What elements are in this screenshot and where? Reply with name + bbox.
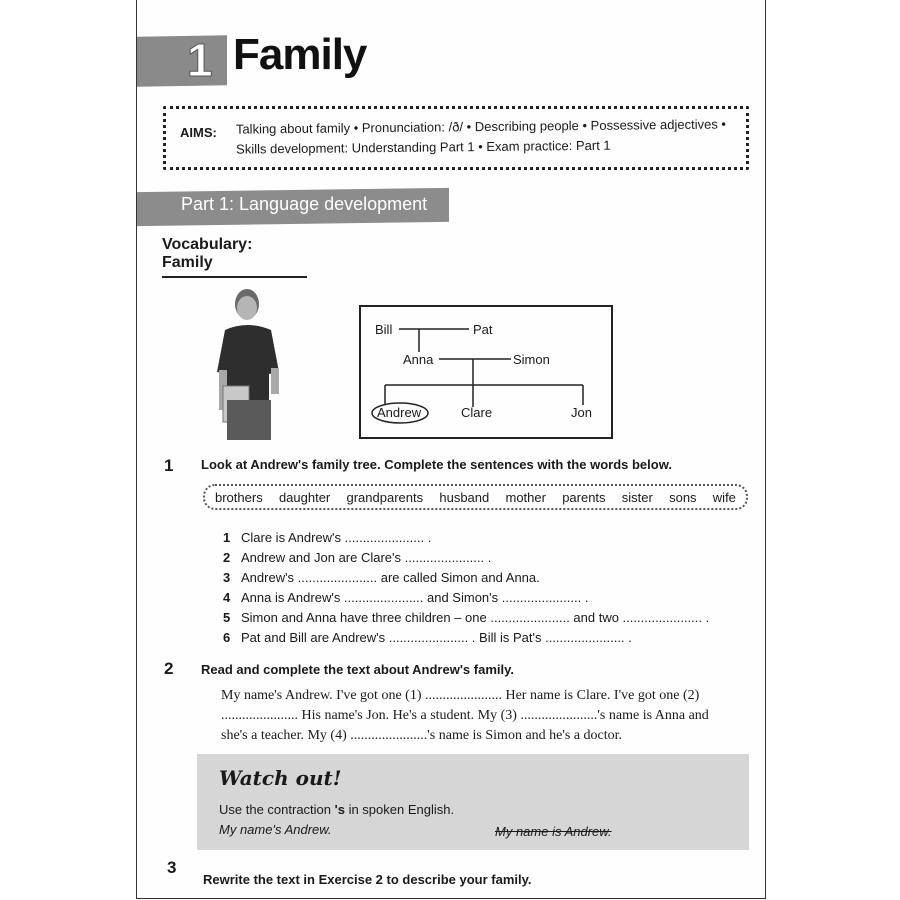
watch-out-text	[219, 802, 454, 817]
word-bank-item: sister	[621, 489, 653, 505]
word-bank-item: brothers	[215, 489, 263, 505]
sentence-number: 4	[223, 590, 231, 605]
unit-number: 1	[187, 34, 213, 86]
sentence-item	[223, 570, 540, 585]
sentence-text: Pat and Bill are Andrew's ...................... . Bill is Pat's ...................... .	[241, 630, 632, 645]
sentence-number: 1	[223, 530, 231, 545]
watch-out-contraction: 's	[334, 802, 345, 817]
watch-out-text-before: Use the contraction	[219, 802, 335, 817]
word-bank-item: parents	[562, 489, 606, 505]
sentence-number: 6	[223, 630, 231, 645]
tree-name-anna: Anna	[403, 352, 434, 367]
exercise-1-instruction: Look at Andrew's family tree. Complete the sentences with the words below.	[201, 457, 672, 472]
tree-name-pat: Pat	[473, 322, 493, 337]
sentence-text: Andrew and Jon are Clare's ...................... .	[241, 550, 492, 565]
word-bank-item: husband	[439, 489, 490, 505]
sentence-text: Simon and Anna have three children – one ...................... and two ...................... .	[241, 610, 710, 625]
sentence-item	[223, 530, 431, 545]
tree-name-clare: Clare	[461, 405, 493, 420]
sentence-text: Anna is Andrew's ...................... and Simon's ...................... .	[241, 590, 589, 605]
watch-out-text-after: in spoken English.	[344, 802, 455, 817]
sentence-number: 5	[223, 610, 231, 625]
exercise-3-number: 3	[167, 858, 177, 877]
unit-number-band	[137, 35, 227, 87]
aims-label: AIMS:	[180, 125, 217, 140]
workbook-page	[136, 0, 766, 899]
sentence-text: Clare is Andrew's ...................... .	[241, 530, 432, 545]
watch-out-wrong-example: My name is Andrew.	[495, 824, 612, 839]
aims-box	[163, 106, 749, 170]
sentence-number: 3	[223, 570, 231, 585]
tree-name-simon: Simon	[513, 352, 550, 367]
exercise-3-instruction: Rewrite the text in Exercise 2 to describe your family.	[203, 872, 532, 887]
exercise-2-text: My name's Andrew. I've got one (1) ...................... Her name is Clare. I've got one (2) ...................... His name's Jon. He's a student. My (3) ......................'s name is Anna and she's a teacher. My (4) ......................'s name is Simon and he's a doctor.	[221, 688, 709, 743]
sentence-item	[223, 630, 632, 645]
word-bank-item: grandparents	[346, 489, 424, 505]
watch-out-box	[197, 754, 749, 850]
unit-title: Family	[233, 30, 367, 79]
word-bank-item: sons	[669, 489, 697, 505]
aims-text: Talking about family • Pronunciation: /ð/ • Describing people • Possessive adjectives • Skills development: Understanding Part 1 • Exam practice: Part 1	[235, 116, 727, 157]
andrew-photo	[209, 282, 299, 442]
tree-name-jon: Jon	[571, 405, 592, 420]
tree-name-andrew: Andrew	[377, 405, 422, 420]
sentence-number: 2	[223, 550, 231, 565]
word-bank	[203, 484, 748, 510]
sentence-item	[223, 610, 709, 625]
sentence-text: Andrew's ...................... are called Simon and Anna.	[241, 570, 540, 585]
sentence-item	[223, 590, 588, 605]
word-bank-item: mother	[505, 489, 546, 505]
exercise-1-number: 1	[164, 456, 174, 475]
watch-out-title: Watch out!	[219, 766, 342, 790]
exercise-2-instruction: Read and complete the text about Andrew's family.	[201, 662, 514, 677]
word-bank-item: daughter	[278, 489, 331, 505]
vocabulary-heading: Vocabulary: Family	[162, 236, 307, 278]
sentence-item	[223, 550, 491, 565]
family-tree	[359, 305, 613, 439]
exercise-2-number: 2	[164, 659, 174, 678]
watch-out-correct-example: My name's Andrew.	[219, 822, 332, 837]
part-title: Part 1: Language development	[181, 194, 428, 214]
word-bank-item: wife	[712, 489, 736, 505]
tree-name-bill: Bill	[375, 322, 393, 337]
